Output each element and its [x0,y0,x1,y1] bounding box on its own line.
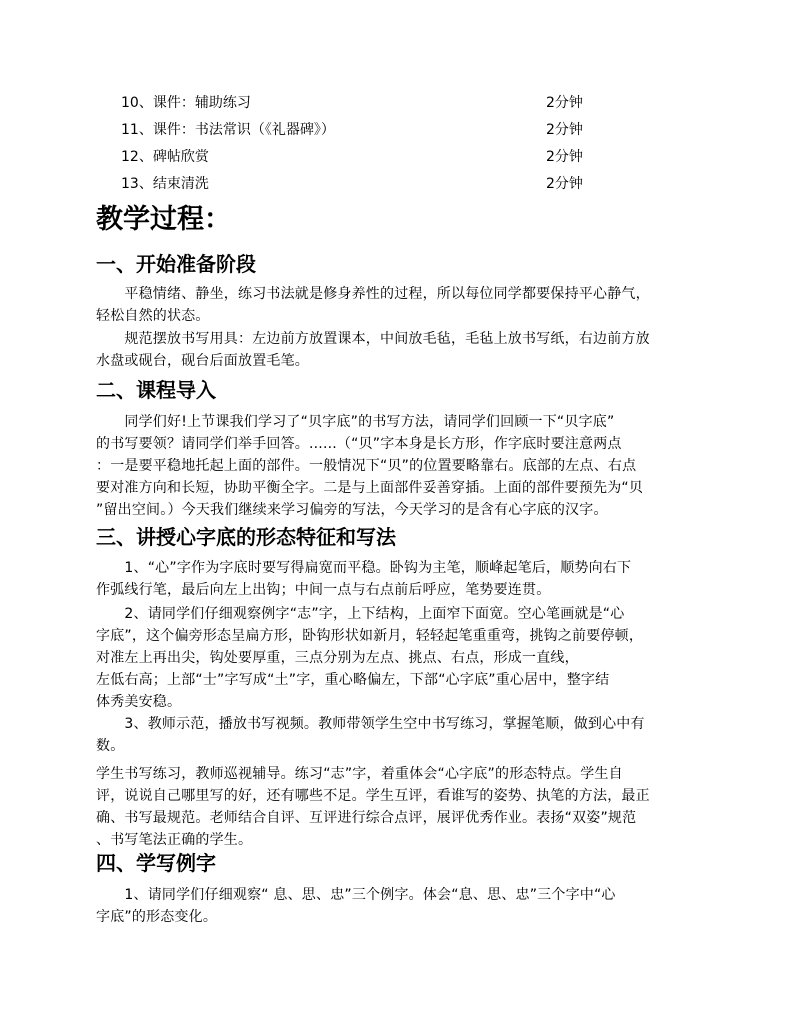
paragraph [96,713,702,757]
schedule-row [121,173,591,195]
text-line: 规范摆放书写用具：左边前方放置课本，中间放毛毡，毛毡上放书写纸，右边前方放 [96,331,650,347]
paragraph [96,411,702,521]
schedule-item: 12、碑帖欣赏 [121,149,209,165]
schedule-duration: 2分钟 [546,176,583,192]
text-line: 平稳情绪、静坐，练习书法就是修身养性的过程，所以每位同学都要保持平心静气， [96,286,650,302]
text-line: 数。 [96,738,125,754]
schedule-item: 10、课件：辅助练习 [121,95,251,111]
text-line: 、书写笔法正确的学生。 [96,832,253,848]
text-line: 对准左上再出尖，钩处要厚重，三点分别为左点、挑点、右点，形成一直线， [96,650,579,666]
text-line: 1、“心”字作为字底时要写得扁宽而平稳。卧钩为主笔，顺峰起笔后，顺势向右下 [96,560,632,576]
paragraph [96,884,702,928]
text-line: 的书写要领？请同学们举手回答。......（“贝”字本身是长方形，作字底时要注意两点 [96,436,622,452]
text-line: 轻松自然的状态。 [96,308,210,324]
schedule-row [121,92,591,114]
text-line: ：一是要平稳地托起上面的部件。一般情况下“贝”的位置要略靠右。底部的左点、右点 [96,458,637,474]
schedule-row [121,119,591,141]
section-heading: 一、开始准备阶段 [96,252,256,276]
text-line: 确、书写最规范。老师结合自评、互评进行综合点评，展评优秀作业。表扬“双姿”规范 [96,810,637,826]
paragraph [96,283,702,327]
text-line: 学生书写练习，教师巡视辅导。练习“志”字，着重体会“心字底”的形态特点。学生自 [96,766,623,782]
text-line: ”留出空间。）今天我们继续来学习偏旁的写法，今天学习的是含有心字底的汉字。 [96,502,608,518]
schedule-item: 11、课件：书法常识（《礼器碑》） [121,122,335,138]
section-heading: 四、学写例字 [96,851,216,875]
text-line: 作弧线行笔，最后向左上出钩；中间一点与右点前后呼应，笔势要连贯。 [96,582,551,598]
text-line: 字底”，这个偏旁形态呈扁方形，卧钩形状如新月，轻轻起笔重重弯，挑钩之前要停顿， [96,628,644,644]
text-line: 体秀美安稳。 [96,694,182,710]
text-line: 字底”的形态变化。 [96,909,218,925]
page-title: 教学过程： [96,204,231,235]
paragraph [96,328,702,372]
text-line: 评，说说自己哪里写的好，还有哪些不足。学生互评，看谁写的姿势、执笔的方法，最正 [96,788,650,804]
schedule-duration: 2分钟 [546,95,583,111]
text-line: 3、教师示范，播放书写视频。教师带领学生空中书写练习，掌握笔顺，做到心中有 [96,716,645,732]
text-line: 水盘或砚台，砚台后面放置毛笔。 [96,353,309,369]
schedule-duration: 2分钟 [546,149,583,165]
schedule-duration: 2分钟 [546,122,583,138]
paragraph [96,557,702,601]
schedule-item: 13、结束清洗 [121,176,209,192]
paragraph [96,603,702,713]
section-heading: 二、课程导入 [96,378,216,402]
text-line: 2、请同学们仔细观察例字“志”字，上下结构，上面窄下面宽。空心笔画就是“心 [96,606,625,622]
section-heading: 三、讲授心字底的形态特征和写法 [96,525,396,549]
paragraph [96,763,702,851]
text-line: 1、请同学们仔细观察“ 息、思、忠”三个例字。体会“息、思、忠”三个字中“心 [96,887,616,903]
text-line: 左低右高；上部“士”字写成“土”字，重心略偏左，下部“心字底”重心居中，整字结 [96,672,610,688]
schedule-row [121,146,591,168]
text-line: 要对准方向和长短，协助平衡全字。二是与上面部件妥善穿插。上面的部件要预先为“贝 [96,480,644,496]
text-line: 同学们好!上节课我们学习了“贝字底”的书写方法，请同学们回顾一下“贝字底” [96,414,615,430]
